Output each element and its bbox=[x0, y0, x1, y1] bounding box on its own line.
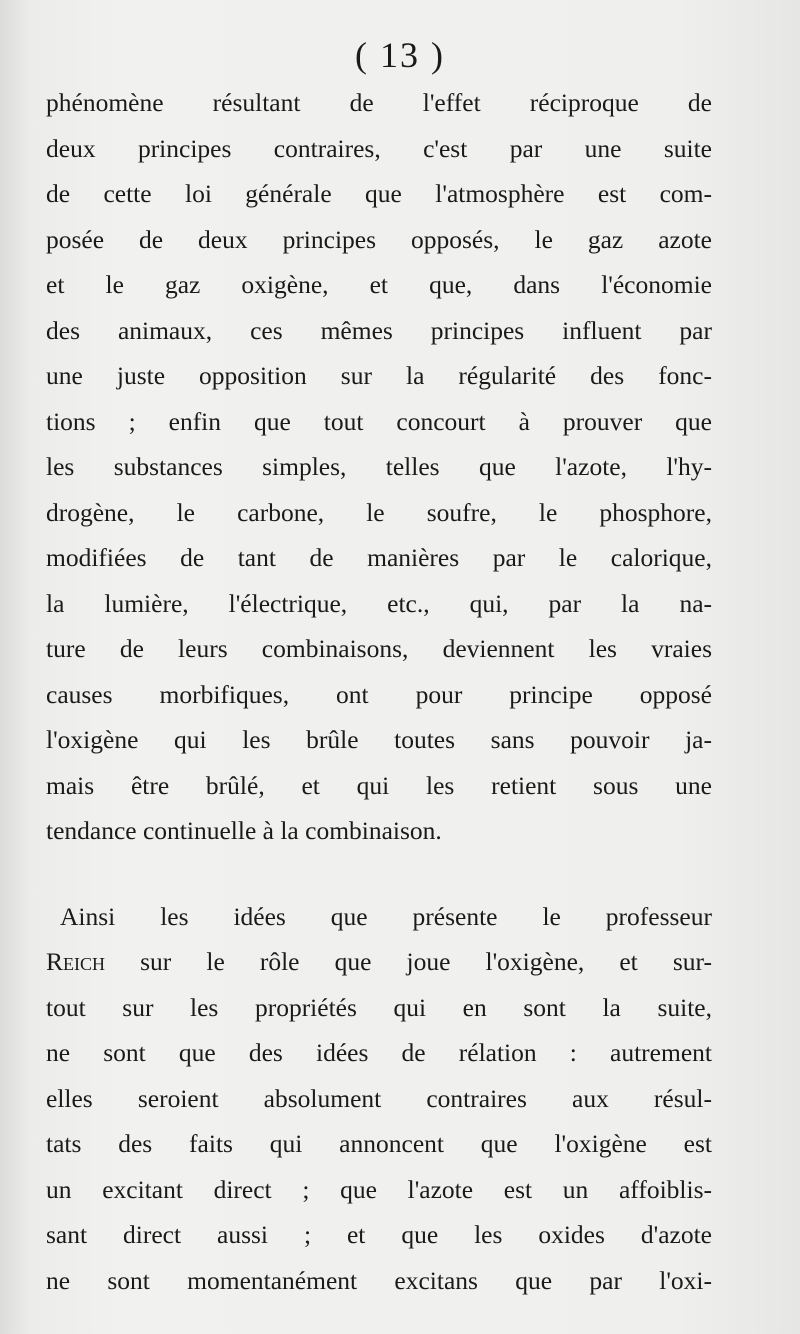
text-line: posée de deux principes opposés, le gaz azote bbox=[46, 224, 712, 254]
text-line: modifiées de tant de manières par le calorique, bbox=[46, 543, 712, 572]
text-line: deux principes contraires, c'est par une suite bbox=[46, 133, 712, 163]
paragraph-2 bbox=[46, 894, 712, 1304]
text-line: et le gaz oxigène, et que, dans l'économie bbox=[46, 270, 712, 299]
text-line: des animaux, ces mêmes principes influent par bbox=[46, 315, 712, 345]
text-line: Ainsi les idées que présente le professeur bbox=[60, 901, 712, 931]
text-line: causes morbifiques, ont pour principe opposé bbox=[46, 679, 712, 709]
paragraph-1 bbox=[46, 80, 712, 854]
text-line: tout sur les propriétés qui en sont la suite, bbox=[46, 992, 712, 1022]
author-name: Reich bbox=[46, 947, 106, 976]
text-line-with-name bbox=[46, 939, 712, 985]
text-line: drogène, le carbone, le soufre, le phosphore, bbox=[46, 497, 712, 527]
text-line: les substances simples, telles que l'azote, l'hy- bbox=[46, 452, 712, 481]
text-line: tendance continuelle à la combinaison. bbox=[46, 816, 442, 845]
text-line: la lumière, l'électrique, etc., qui, par la na- bbox=[46, 588, 712, 618]
text-line: de cette loi générale que l'atmosphère est com- bbox=[46, 179, 712, 208]
text-line: une juste opposition sur la régularité des fonc- bbox=[46, 361, 712, 390]
text-line: tats des faits qui annoncent que l'oxigène est bbox=[46, 1129, 712, 1158]
text-line: elles seroient absolument contraires aux résul- bbox=[46, 1083, 712, 1113]
text-fragment: sur le rôle que joue l'oxigène, et sur- bbox=[105, 947, 712, 976]
body-text bbox=[46, 80, 712, 1303]
text-line: l'oxigène qui les brûle toutes sans pouvoir ja- bbox=[46, 725, 712, 754]
page-number: ( 13 ) bbox=[355, 35, 445, 75]
text-line: mais être brûlé, et qui les retient sous une bbox=[46, 770, 712, 800]
text-line: tions ; enfin que tout concourt à prouver que bbox=[46, 406, 712, 436]
text-line: ne sont que des idées de rélation : autrement bbox=[46, 1038, 712, 1067]
paragraph-gap bbox=[46, 854, 712, 894]
text-line: un excitant direct ; que l'azote est un affoiblis- bbox=[46, 1174, 712, 1204]
text-line: sant direct aussi ; et que les oxides d'azote bbox=[46, 1220, 712, 1249]
text-line: ture de leurs combinaisons, deviennent les vraies bbox=[46, 634, 712, 663]
text-line: phénomène résultant de l'effet réciproque de bbox=[46, 88, 712, 117]
text-line: ne sont momentanément excitans que par l'oxi- bbox=[46, 1265, 712, 1295]
